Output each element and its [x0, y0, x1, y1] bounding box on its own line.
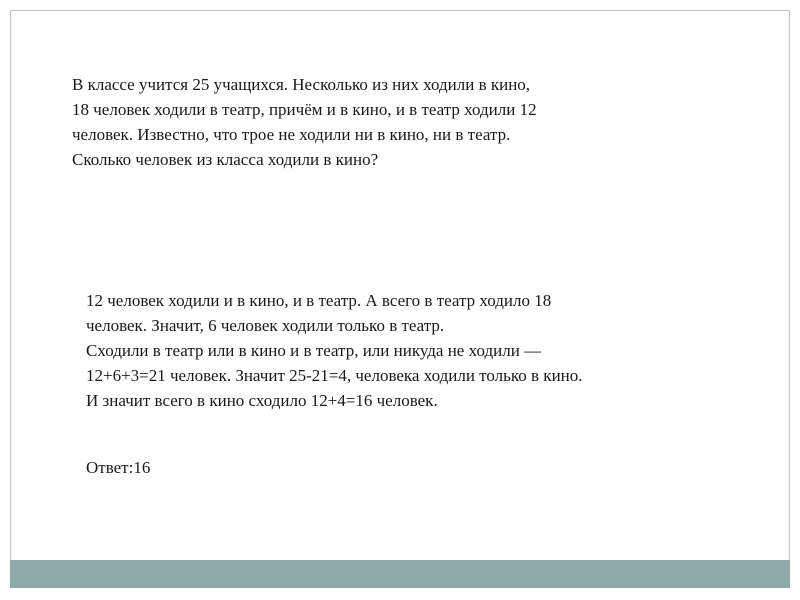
- solution-line: человек. Значит, 6 человек ходили только в театр.: [86, 316, 445, 335]
- problem-line: Сколько человек из класса ходили в кино?: [72, 150, 379, 169]
- problem-line: В классе учится 25 учащихся. Несколько из них ходили в кино,: [72, 75, 531, 94]
- solution-line: 12+6+3=21 человек. Значит 25-21=4, человека ходили только в кино.: [86, 366, 583, 385]
- problem-line: человек. Известно, что трое не ходили ни в кино, ни в театр.: [72, 125, 511, 144]
- problem-text: [72, 72, 692, 172]
- problem-line: 18 человек ходили в театр, причём и в кино, и в театр ходили 12: [72, 100, 537, 119]
- solution-line: 12 человек ходили и в кино, и в театр. А всего в театр ходило 18: [86, 291, 552, 310]
- solution-line: И значит всего в кино сходило 12+4=16 человек.: [86, 391, 438, 410]
- solution-line: Сходили в театр или в кино и в театр, или никуда не ходили —: [86, 341, 542, 360]
- answer-text: [86, 455, 386, 480]
- footer-bar: [10, 560, 790, 588]
- answer-line: Ответ:16: [86, 458, 151, 477]
- solution-text: [86, 288, 726, 413]
